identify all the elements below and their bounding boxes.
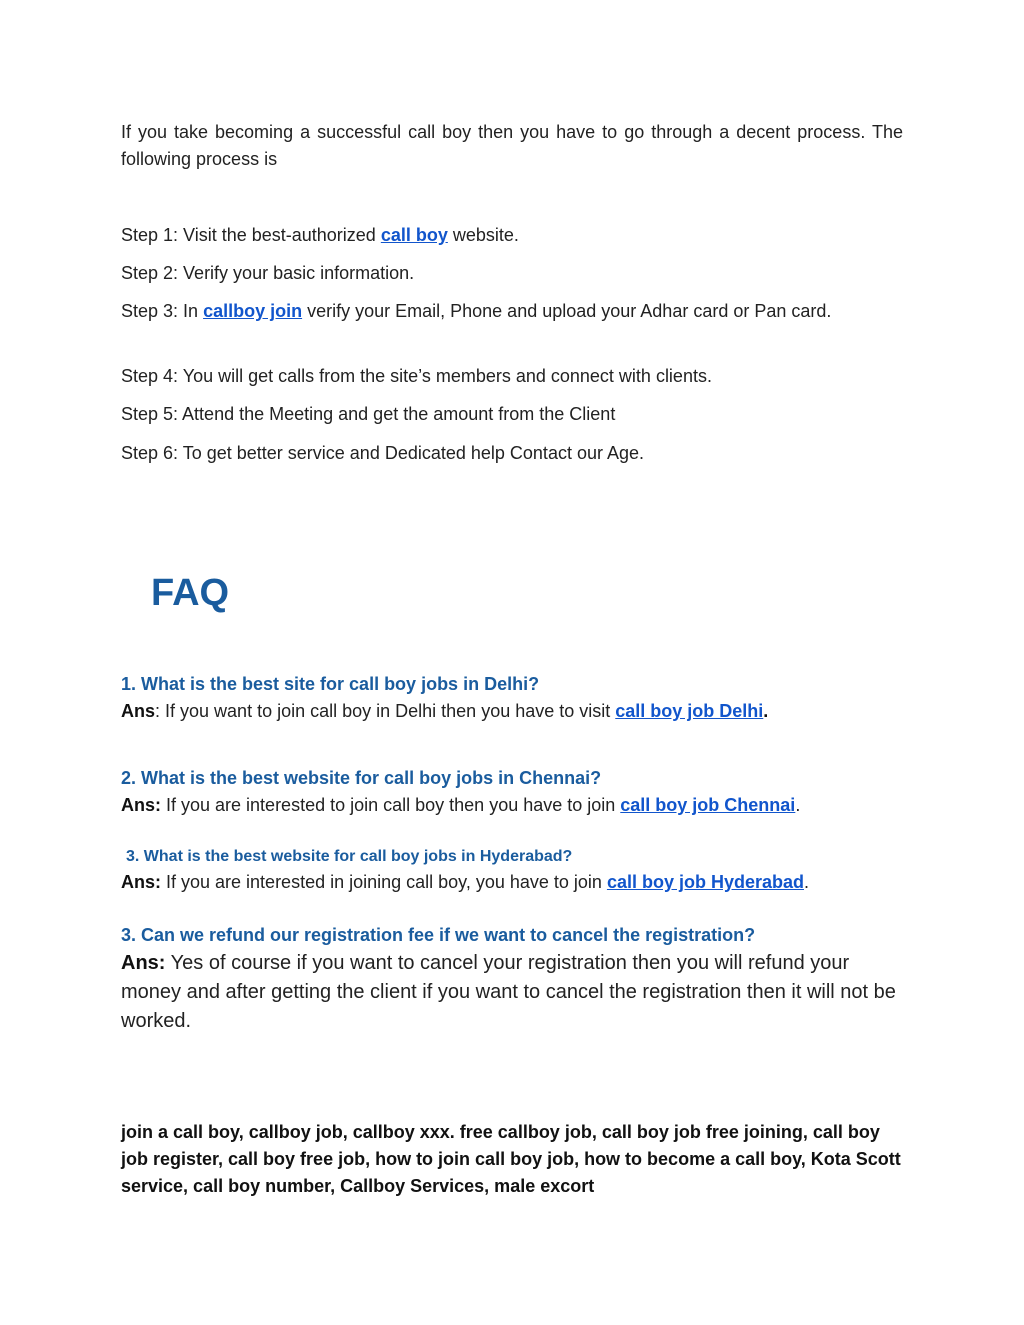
faq-answer-3 — [121, 869, 903, 896]
step-1 — [121, 222, 903, 249]
answer-label: Ans: — [121, 952, 166, 974]
step-3-text-end: verify your Email, Phone and upload your Adhar card or Pan card. — [302, 301, 832, 321]
faq-answer-4 — [121, 949, 897, 1036]
answer-label: Ans: — [121, 795, 161, 815]
faq-question-3: 3. What is the best website for call boy jobs in Hyderabad? — [126, 848, 573, 865]
keyword-tags: join a call boy, callboy job, callboy xxx. free callboy job, call boy job free joining, call boy job register, call boy free job, how to join call boy job, how to become a call boy, Kota Scott service, call boy number, Callboy Services, male excort — [121, 1122, 901, 1196]
faq-question-1: 1. What is the best site for call boy jobs in Delhi? — [121, 674, 540, 694]
answer-label: Ans — [121, 701, 156, 721]
step-3 — [121, 298, 903, 325]
step-2: Step 2: Verify your basic information. — [121, 263, 415, 283]
call-boy-job-chennai-link[interactable]: call boy job Chennai — [620, 795, 796, 815]
answer-end: . — [804, 872, 810, 892]
callboy-join-link[interactable]: callboy join — [203, 301, 303, 321]
call-boy-job-hyderabad-link[interactable]: call boy job Hyderabad — [606, 872, 804, 892]
step-1-text: Step 1: Visit the best-authorized — [121, 225, 381, 245]
step-6: Step 6: To get better service and Dedicated help Contact our Age. — [121, 443, 645, 463]
step-5: Step 5: Attend the Meeting and get the amount from the Client — [121, 404, 616, 424]
call-boy-link[interactable]: call boy — [380, 225, 448, 245]
faq-question-2: 2. What is the best website for call boy jobs in Chennai? — [121, 768, 602, 788]
intro-paragraph: If you take becoming a successful call boy then you have to go through a decent process. The following process is — [121, 122, 903, 169]
answer-label: Ans: — [121, 872, 161, 892]
answer-end: . — [763, 701, 769, 721]
call-boy-job-delhi-link[interactable]: call boy job Delhi — [615, 701, 764, 721]
answer-end: . — [795, 795, 801, 815]
answer-text: Yes of course if you want to cancel your registration then you will refund your money and after getting the client if you want to cancel the registration then it will not be worked. — [121, 952, 896, 1032]
step-3-text: Step 3: In — [121, 301, 204, 321]
step-1-text-end: website. — [447, 225, 519, 245]
faq-answer-2 — [121, 792, 903, 819]
faq-answer-1 — [121, 698, 903, 725]
step-4: Step 4: You will get calls from the site’s members and connect with clients. — [121, 366, 712, 386]
answer-text: If you are interested in joining call boy, you have to join — [161, 872, 607, 892]
faq-question-4: 3. Can we refund our registration fee if we want to cancel the registration? — [121, 925, 756, 945]
answer-text: If you are interested to join call boy then you have to join — [161, 795, 621, 815]
faq-heading: FAQ — [151, 572, 230, 614]
answer-text: : If you want to join call boy in Delhi then you have to visit — [155, 701, 616, 721]
